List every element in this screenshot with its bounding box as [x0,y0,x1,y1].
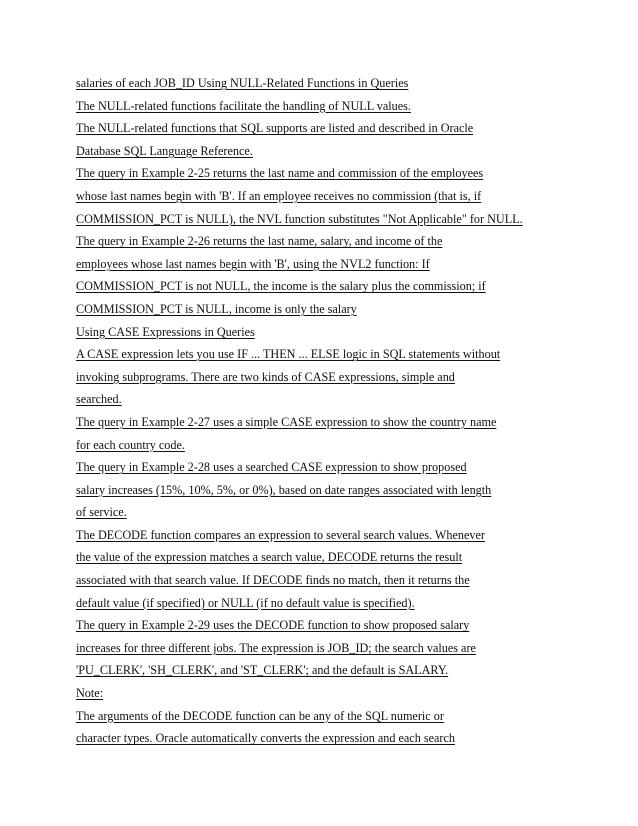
text-line: The query in Example 2-29 uses the DECODE function to show proposed salary [76,618,470,633]
text-line: The DECODE function compares an expression to several search values. Whenever [76,527,485,542]
text-line: associated with that search value. If DECODE finds no match, then it returns the [76,573,470,588]
text-line: A CASE expression lets you use IF ... THEN ... ELSE logic in SQL statements without [76,347,501,362]
text-line: Database SQL Language Reference. [76,143,253,158]
text-line: invoking subprograms. There are two kinds of CASE expressions, simple and [76,369,455,384]
text-line: whose last names begin with 'B'. If an employee receives no commission (that is, if [76,188,482,203]
text-line: The NULL-related functions facilitate the handling of NULL values. [76,98,411,113]
text-line: searched. [76,392,122,407]
text-line: 'PU_CLERK', 'SH_CLERK', and 'ST_CLERK'; and the default is SALARY. [76,663,449,678]
text-line: The NULL-related functions that SQL supports are listed and described in Oracle [76,121,474,136]
text-line: salary increases (15%, 10%, 5%, or 0%), based on date ranges associated with length [76,482,492,497]
text-line: employees whose last names begin with 'B', using the NVL2 function: If [76,256,430,271]
text-line: COMMISSION_PCT is not NULL, the income is the salary plus the commission; if [76,279,486,294]
note-label: Note: [76,686,104,701]
text-line: COMMISSION_PCT is NULL, income is only the salary [76,301,357,316]
document-text [76,72,616,750]
text-line: default value (if specified) or NULL (if no default value is specified). [76,595,415,610]
text-line: The query in Example 2-27 uses a simple CASE expression to show the country name [76,414,497,429]
text-line: COMMISSION_PCT is NULL), the NVL function substitutes "Not Applicable" for NULL. [76,211,523,226]
text-line: salaries of each JOB_ID Using NULL-Related Functions in Queries [76,76,409,90]
text-line: The arguments of the DECODE function can be any of the SQL numeric or [76,708,444,723]
text-line: increases for three different jobs. The expression is JOB_ID; the search values are [76,640,476,655]
text-line: The query in Example 2-26 returns the last name, salary, and income of the [76,234,443,249]
section-heading: Using CASE Expressions in Queries [76,324,255,339]
text-line: for each country code. [76,437,185,452]
text-line: character types. Oracle automatically converts the expression and each search [76,731,455,746]
text-line: the value of the expression matches a search value, DECODE returns the result [76,550,463,565]
text-line: The query in Example 2-25 returns the last name and commission of the employees [76,166,484,181]
text-line: of service. [76,505,127,520]
text-line: The query in Example 2-28 uses a searched CASE expression to show proposed [76,460,467,475]
